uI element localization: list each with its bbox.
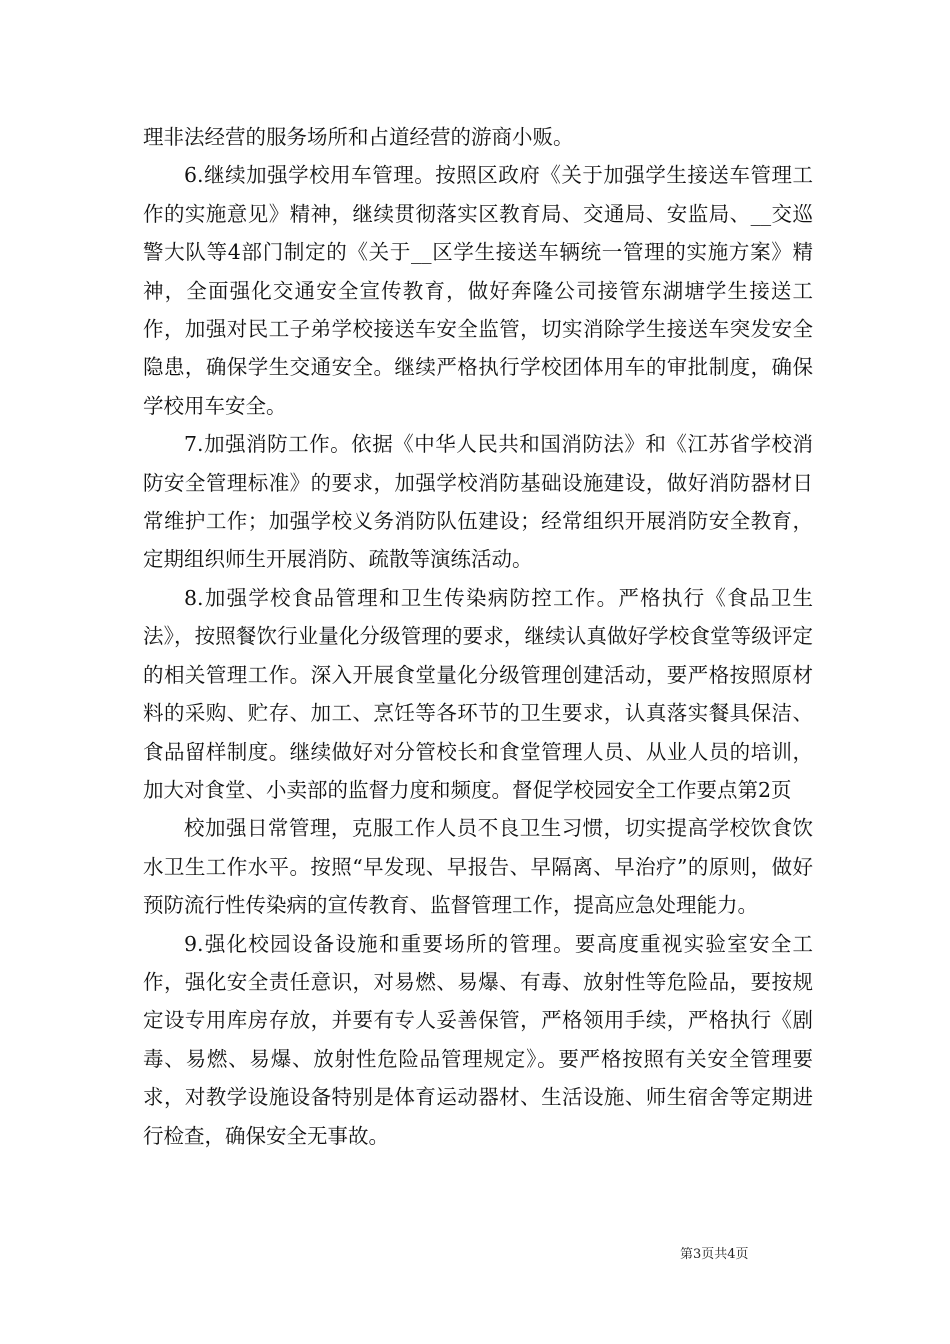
document-body — [143, 118, 813, 1155]
paragraph-item-8: 8.加强学校食品管理和卫生传染病防控工作。严格执行《食品卫生法》，按照餐饮行业量化分级管理的要求，继续认真做好学校食堂等级评定的相关管理工作。深入开展食堂量化分级管理创建活动，要严格按照原材料的采购、贮存、加工、烹饪等各环节的卫生要求，认真落实餐具保洁、食品留样制度。继续做好对分管校长和食堂管理人员、从业人员的培训，加大对食堂、小卖部的监督力度和频度。督促学校园安全工作要点第2页 — [143, 585, 813, 802]
paragraph-item-6: 6.继续加强学校用车管理。按照区政府《关于加强学生接送车管理工作的实施意见》精神，继续贯彻落实区教育局、交通局、安监局、__交巡警大队等4部门制定的《关于__区学生接送车辆统一管理的实施方案》精神，全面强化交通安全宣传教育，做好奔隆公司接管东湖塘学生接送工作，加强对民工子弟学校接送车安全监管，切实消除学生接送车突发安全隐患，确保学生交通安全。继续严格执行学校团体用车的审批制度，确保学校用车安全。 — [143, 163, 813, 418]
paragraph-item-9: 9.强化校园设备设施和重要场所的管理。要高度重视实验室安全工作，强化安全责任意识，对易燃、易爆、有毒、放射性等危险品，要按规定设专用库房存放，并要有专人妥善保管，严格领用手续，严格执行《剧毒、易燃、易爆、放射性危险品管理规定》。要严格按照有关安全管理要求，对教学设施设备特别是体育运动器材、生活设施、师生宿舍等定期进行检查，确保安全无事故。 — [143, 931, 813, 1148]
paragraph-item-8-continued: 校加强日常管理，克服工作人员不良卫生习惯，切实提高学校饮食饮水卫生工作水平。按照“早发现、早报告、早隔离、早治疗”的原则，做好预防流行性传染病的宣传教育、监督管理工作，提高应急处理能力。 — [143, 816, 813, 918]
paragraph-continuation: 理非法经营的服务场所和占道经营的游商小贩。 — [143, 125, 574, 149]
paragraph-item-7: 7.加强消防工作。依据《中华人民共和国消防法》和《江苏省学校消防安全管理标准》的要求，加强学校消防基础设施建设，做好消防器材日常维护工作；加强学校义务消防队伍建设；经常组织开展消防安全教育，定期组织师生开展消防、疏散等演练活动。 — [143, 432, 813, 572]
page-number-footer: 第3页共4页 — [680, 1247, 749, 1262]
